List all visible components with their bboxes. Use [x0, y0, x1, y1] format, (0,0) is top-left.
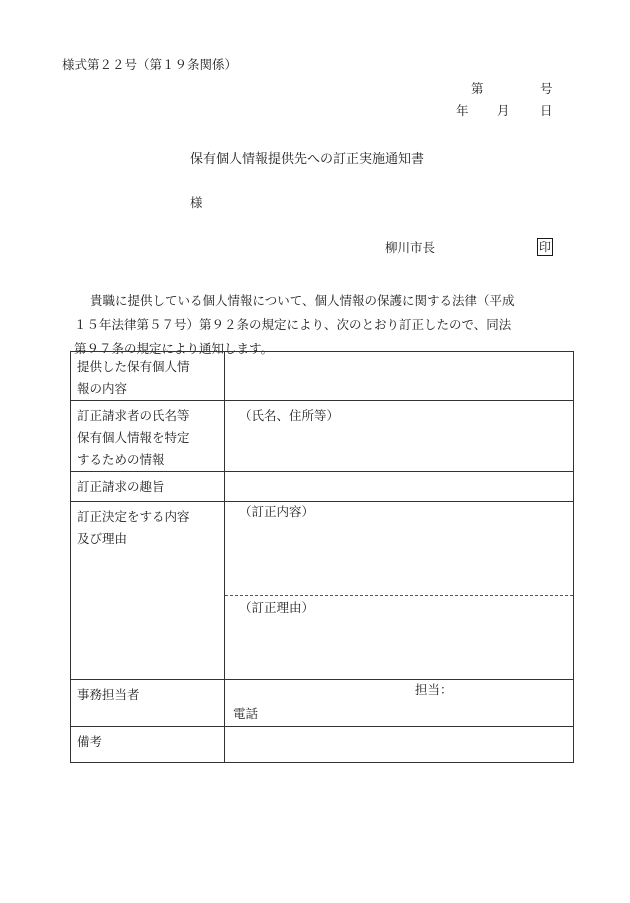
- row-provided-info: [71, 352, 574, 401]
- document-number-prefix: 第: [471, 81, 484, 96]
- person-in-charge-label: 担当：: [415, 682, 453, 697]
- label-remarks: 備考: [71, 727, 225, 763]
- date-day-label: 日: [540, 103, 553, 118]
- date-month-label: 月: [497, 103, 510, 118]
- body-line-1: 貴職に提供している個人情報について、個人情報の保護に関する法律（平成: [90, 293, 515, 308]
- correction-content: （訂正内容）: [239, 504, 315, 519]
- issuer-name: 柳川市長: [385, 240, 436, 255]
- correction-reason: （訂正理由）: [225, 595, 573, 679]
- value-remarks: [225, 727, 574, 763]
- form-number: 様式第２２号（第１９条関係）: [62, 57, 238, 72]
- row-clerk: [71, 680, 574, 727]
- body-line-2: １５年法律第５７号）第９２条の規定により、次のとおり訂正したので、同法: [74, 317, 512, 332]
- label-request-purpose: 訂正請求の趣旨: [71, 472, 225, 502]
- seal-mark: 印: [538, 240, 551, 254]
- label-correction-decision: 訂正決定をする内容 及び理由: [71, 502, 225, 680]
- body-line-3: 第９７条の規定により通知します。: [74, 341, 274, 356]
- date-year-label: 年: [456, 103, 469, 118]
- row-requester-info: [71, 401, 574, 472]
- value-correction-decision: [225, 502, 574, 680]
- document-number-suffix: 号: [540, 81, 553, 96]
- row-correction-decision: [71, 502, 574, 680]
- label-provided-info: 提供した保有個人情 報の内容: [71, 352, 225, 401]
- value-clerk: [225, 680, 574, 727]
- label-requester-info: 訂正請求者の氏名等 保有個人情報を特定 するための情報: [71, 401, 225, 472]
- value-provided-info: [225, 352, 574, 401]
- addressee-suffix: 様: [190, 195, 203, 210]
- value-request-purpose: [225, 472, 574, 502]
- label-clerk: 事務担当者: [71, 680, 225, 727]
- phone-label: 電話: [233, 706, 259, 721]
- value-requester-info: （氏名、住所等）: [225, 401, 574, 472]
- notice-form-table: [70, 351, 574, 763]
- document-title: 保有個人情報提供先への訂正実施通知書: [190, 152, 425, 167]
- row-remarks: [71, 727, 574, 763]
- row-request-purpose: [71, 472, 574, 502]
